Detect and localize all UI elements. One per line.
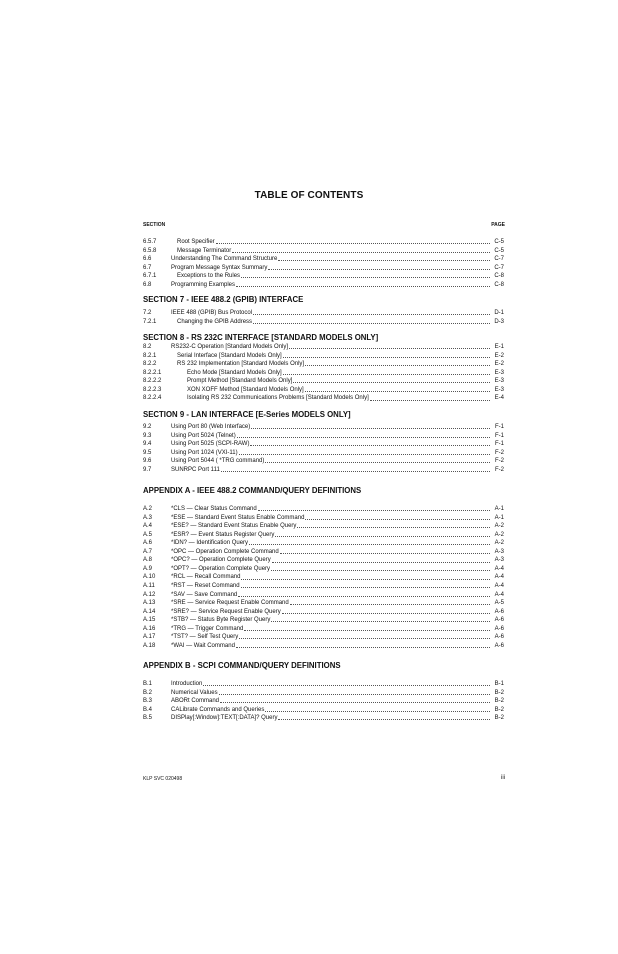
toc-entry-page: A-6 bbox=[494, 617, 504, 624]
toc-entry-title: Serial Interface [Standard Models Only] bbox=[177, 352, 282, 359]
toc-entry-number: 8.2.2 bbox=[143, 361, 157, 368]
dot-leader bbox=[370, 394, 490, 400]
toc-entry-number: B.1 bbox=[143, 681, 153, 687]
toc-entry-number: A.9 bbox=[143, 565, 153, 572]
toc-entry-title: *SRE — Service Request Enable Command bbox=[171, 600, 289, 607]
toc-entry bbox=[143, 625, 504, 634]
toc-entry-page: F-1 bbox=[495, 432, 504, 439]
section-column-header: SECTION bbox=[143, 222, 166, 228]
toc-entry-title: Numerical Values bbox=[171, 689, 218, 696]
toc-entry-page: A-6 bbox=[494, 642, 504, 649]
toc-entry-title: *ESE — Standard Event Status Enable Command bbox=[171, 514, 305, 521]
toc-entry-number: A.7 bbox=[143, 548, 153, 555]
toc-entry-title: Using Port 5024 (Telnet) bbox=[171, 432, 236, 439]
toc-entry-title: Using Port 5044 ( *TRG command) bbox=[171, 458, 265, 465]
toc-entry-title: Using Port 1024 (VXI-11) bbox=[171, 449, 238, 456]
dot-leader bbox=[272, 556, 490, 562]
toc-entry-page: F-2 bbox=[495, 458, 504, 465]
dot-leader bbox=[221, 466, 490, 472]
toc-entry-page: B-1 bbox=[494, 681, 504, 687]
toc-entry-title: *ESE? — Standard Event Status Enable Query bbox=[171, 523, 297, 530]
toc-entry-title: *CLS — Clear Status Command bbox=[171, 506, 257, 512]
dot-leader bbox=[289, 343, 490, 349]
toc-entry-number: 9.3 bbox=[143, 432, 152, 439]
toc-entry-number: A.12 bbox=[143, 591, 156, 598]
toc-entry-page: C-8 bbox=[494, 281, 504, 288]
toc-entry-page: A-4 bbox=[494, 565, 504, 572]
toc-entry-title: Changing the GPIB Address bbox=[177, 318, 253, 325]
dot-leader bbox=[278, 255, 490, 261]
toc-entry bbox=[143, 714, 504, 723]
appendix-a-heading: APPENDIX A - IEEE 488.2 COMMAND/QUERY DEFINITIONS bbox=[143, 486, 362, 495]
toc-entry bbox=[143, 318, 504, 327]
toc-entry-number: A.17 bbox=[143, 634, 156, 641]
toc-entry bbox=[143, 377, 504, 386]
toc-entry-title: RS 232 Implementation [Standard Models Only] bbox=[177, 361, 305, 368]
dot-leader bbox=[290, 599, 490, 605]
dot-leader bbox=[305, 360, 490, 366]
toc-entry-title: *WAI — Wait Command bbox=[171, 642, 235, 649]
toc-entry-number: A.3 bbox=[143, 514, 153, 521]
dot-leader bbox=[283, 352, 490, 358]
dot-leader bbox=[283, 369, 490, 375]
toc-entry bbox=[143, 573, 504, 582]
toc-entry bbox=[143, 466, 504, 475]
toc-entry bbox=[143, 423, 504, 432]
toc-entry-title: Message Terminator bbox=[177, 247, 232, 254]
dot-leader bbox=[258, 505, 490, 511]
toc-entry-title: Using Port 5025 (SCPI-RAW) bbox=[171, 441, 250, 448]
toc-entry-page: D-3 bbox=[494, 318, 504, 325]
toc-entry-page: A-2 bbox=[494, 523, 504, 530]
toc-entry-number: A.11 bbox=[143, 582, 155, 589]
toc-entry-number: 7.2.1 bbox=[143, 318, 157, 325]
toc-entry bbox=[143, 360, 504, 369]
toc-entry bbox=[143, 281, 504, 290]
toc-entry-title: Introduction bbox=[171, 681, 203, 687]
toc-entry-title: *OPC — Operation Complete Command bbox=[171, 548, 279, 555]
toc-entry-title: Prompt Method [Standard Models Only] bbox=[187, 378, 293, 385]
dot-leader bbox=[297, 522, 490, 528]
toc-entry-title: XON XOFF Method [Standard Models Only] bbox=[187, 386, 304, 393]
dot-leader bbox=[253, 309, 490, 315]
dot-leader bbox=[280, 548, 490, 554]
toc-entry-page: F-2 bbox=[495, 449, 504, 456]
dot-leader bbox=[238, 591, 490, 597]
toc-entry-number: A.16 bbox=[143, 625, 156, 632]
toc-entry-number: 8.2.2.2 bbox=[143, 378, 162, 385]
toc-entry-page: D-1 bbox=[494, 310, 504, 316]
toc-entry-number: 6.8 bbox=[143, 281, 152, 288]
toc-entry bbox=[143, 449, 504, 458]
toc-entry-page: F-2 bbox=[495, 466, 504, 473]
toc-entry-number: 6.6 bbox=[143, 256, 152, 263]
toc-entry-title: *ESR? — Event Status Register Query bbox=[171, 531, 275, 538]
toc-entry-title: DISPlay[:Window]:TEXT[:DATA]? Query bbox=[171, 715, 278, 722]
dot-leader bbox=[249, 539, 490, 545]
toc-entry-page: B-2 bbox=[494, 689, 504, 696]
dot-leader bbox=[244, 625, 490, 631]
toc-entry-number: B.2 bbox=[143, 689, 153, 696]
dot-leader bbox=[241, 573, 490, 579]
toc-entry-number: 6.5.8 bbox=[143, 247, 157, 254]
dot-leader bbox=[271, 565, 490, 571]
toc-entry bbox=[143, 369, 504, 378]
toc-entry-number: 9.5 bbox=[143, 449, 152, 456]
toc-entry-number: B.4 bbox=[143, 706, 153, 713]
dot-leader bbox=[203, 680, 490, 686]
toc-entry-page: A-6 bbox=[494, 608, 504, 615]
toc-entry bbox=[143, 394, 504, 403]
toc-entry-number: 6.5.7 bbox=[143, 239, 157, 245]
toc-entry-number: 6.7.1 bbox=[143, 273, 157, 280]
toc-entry-number: 9.4 bbox=[143, 441, 152, 448]
section7-heading: SECTION 7 - IEEE 488.2 (GPIB) INTERFACE bbox=[143, 295, 304, 304]
toc-entry-number: A.15 bbox=[143, 617, 156, 624]
toc-entry-title: *STB? — Status Byte Register Query bbox=[171, 617, 271, 624]
toc-entry-number: 8.2.2.3 bbox=[143, 386, 162, 393]
toc-entry bbox=[143, 514, 504, 523]
toc-entry bbox=[143, 582, 504, 591]
toc-entry-title: *IDN? — Identification Query bbox=[171, 540, 249, 547]
toc-entry-page: E-2 bbox=[494, 352, 504, 359]
toc-entry-page: E-3 bbox=[494, 378, 504, 385]
dot-leader bbox=[241, 582, 490, 588]
toc-entry-title: Echo Mode [Standard Models Only] bbox=[187, 369, 282, 376]
toc-entry-title: *SRE? — Service Request Enable Query bbox=[171, 608, 281, 615]
dot-leader bbox=[265, 457, 490, 463]
toc-entry-page: B-2 bbox=[494, 706, 504, 713]
toc-entry bbox=[143, 264, 504, 273]
toc-entry-page: A-1 bbox=[494, 514, 504, 521]
toc-entry-page: E-3 bbox=[494, 386, 504, 393]
toc-entry-number: A.5 bbox=[143, 531, 153, 538]
toc-entry-number: 9.2 bbox=[143, 424, 152, 430]
toc-entry-page: A-2 bbox=[494, 531, 504, 538]
dot-leader bbox=[275, 531, 490, 537]
toc-entry bbox=[143, 680, 504, 689]
toc-entry-page: A-6 bbox=[494, 634, 504, 641]
toc-entry bbox=[143, 599, 504, 608]
dot-leader bbox=[216, 238, 490, 244]
dot-leader bbox=[236, 281, 490, 287]
toc-entry bbox=[143, 633, 504, 642]
toc-entry bbox=[143, 352, 504, 361]
toc-entry-title: ABORt Command bbox=[171, 698, 220, 705]
toc-entry-title: IEEE 488 (GPIB) Bus Protocol bbox=[171, 310, 253, 316]
toc-entry-page: A-1 bbox=[494, 506, 504, 512]
toc-entry bbox=[143, 689, 504, 698]
toc-entry-number: B.5 bbox=[143, 715, 153, 722]
toc-entry-title: *RCL — Recall Command bbox=[171, 574, 241, 581]
toc-entry-title: CALibrate Commands and Queries bbox=[171, 706, 265, 713]
toc-entry-page: F-1 bbox=[495, 424, 504, 430]
dot-leader bbox=[282, 608, 490, 614]
toc-entry-page: C-5 bbox=[494, 239, 504, 245]
toc-entry-title: SUNRPC Port 111 bbox=[171, 466, 220, 473]
toc-entry-number: A.10 bbox=[143, 574, 156, 581]
toc-entry-page: E-2 bbox=[494, 361, 504, 368]
toc-entry bbox=[143, 505, 504, 514]
dot-leader bbox=[271, 616, 490, 622]
toc-entry-title: Isolating RS 232 Communications Problems [Standard Models Only] bbox=[187, 395, 369, 402]
toc-entry-title: Program Message Syntax Summary bbox=[171, 264, 268, 271]
toc-entry-title: *TRG — Trigger Command bbox=[171, 625, 244, 632]
toc-entry-page: F-1 bbox=[495, 441, 504, 448]
dot-leader bbox=[253, 318, 490, 324]
toc-entry-number: A.14 bbox=[143, 608, 156, 615]
toc-entry-title: *SAV — Save Command bbox=[171, 591, 238, 598]
dot-leader bbox=[250, 440, 490, 446]
toc-entry-title: *OPT? — Operation Complete Query bbox=[171, 565, 271, 572]
dot-leader bbox=[239, 633, 490, 639]
toc-entry-title: Root Specifier bbox=[177, 239, 215, 245]
toc-entry bbox=[143, 539, 504, 548]
toc-entry bbox=[143, 565, 504, 574]
toc-entry bbox=[143, 440, 504, 449]
toc-entry-page: C-7 bbox=[494, 256, 504, 263]
dot-leader bbox=[241, 272, 490, 278]
dot-leader bbox=[293, 377, 490, 383]
dot-leader bbox=[265, 706, 490, 712]
section8-heading: SECTION 8 - RS 232C INTERFACE [STANDARD MODELS ONLY] bbox=[143, 333, 379, 342]
toc-entry bbox=[143, 432, 504, 441]
toc-entry-page: A-2 bbox=[494, 540, 504, 547]
toc-entry-page: E-3 bbox=[494, 369, 504, 376]
toc-entry bbox=[143, 548, 504, 557]
toc-entry-page: A-4 bbox=[494, 574, 504, 581]
toc-entry bbox=[143, 522, 504, 531]
dot-leader bbox=[305, 386, 490, 392]
toc-entry-title: Programming Examples bbox=[171, 281, 236, 288]
toc-entry-page: C-5 bbox=[494, 247, 504, 254]
toc-entry-page: E-4 bbox=[494, 395, 504, 402]
toc-entry bbox=[143, 591, 504, 600]
toc-entry bbox=[143, 272, 504, 281]
toc-entry bbox=[143, 255, 504, 264]
dot-leader bbox=[236, 642, 490, 648]
dot-leader bbox=[278, 714, 490, 720]
toc-entry-number: A.18 bbox=[143, 642, 156, 649]
toc-entry bbox=[143, 247, 504, 256]
dot-leader bbox=[251, 423, 490, 429]
dot-leader bbox=[232, 247, 490, 253]
toc-entry bbox=[143, 706, 504, 715]
toc-entry-title: Using Port 80 (Web Interface) bbox=[171, 424, 251, 430]
footer-page-number: iii bbox=[501, 775, 505, 781]
toc-entry-title: *RST — Reset Command bbox=[171, 582, 240, 589]
appendix-b-heading: APPENDIX B - SCPI COMMAND/QUERY DEFINITIONS bbox=[143, 661, 341, 670]
toc-entry bbox=[143, 309, 504, 318]
toc-entry-page: A-3 bbox=[494, 548, 504, 555]
toc-entry-page: A-6 bbox=[494, 625, 504, 632]
toc-entry bbox=[143, 616, 504, 625]
page-title: TABLE OF CONTENTS bbox=[254, 190, 364, 201]
toc-entry bbox=[143, 697, 504, 706]
toc-entry-number: B.3 bbox=[143, 698, 153, 705]
toc-entry-title: RS232-C Operation [Standard Models Only] bbox=[171, 344, 289, 350]
toc-entry-page: A-3 bbox=[494, 557, 504, 564]
page-column-header: PAGE bbox=[491, 222, 505, 228]
toc-entry-number: 8.2.2.4 bbox=[143, 395, 162, 402]
toc-entry-title: Understanding The Command Structure bbox=[171, 256, 278, 263]
section9-heading: SECTION 9 - LAN INTERFACE [E-Series MODELS ONLY] bbox=[143, 410, 351, 419]
toc-entry-number: 8.2.2.1 bbox=[143, 369, 162, 376]
toc-entry-number: 9.7 bbox=[143, 466, 152, 473]
toc-entry-title: *OPC? — Operation Complete Query bbox=[171, 557, 271, 564]
toc-entry-number: A.4 bbox=[143, 523, 153, 530]
toc-entry-page: E-1 bbox=[494, 344, 504, 350]
dot-leader bbox=[237, 432, 490, 438]
toc-entry-number: A.6 bbox=[143, 540, 153, 547]
toc-entry bbox=[143, 457, 504, 466]
toc-entry-title: *TST? — Self Test Query bbox=[171, 634, 239, 641]
dot-leader bbox=[268, 264, 490, 270]
toc-entry-number: A.8 bbox=[143, 557, 153, 564]
toc-entry bbox=[143, 238, 504, 247]
toc-entry bbox=[143, 608, 504, 617]
dot-leader bbox=[220, 697, 490, 703]
toc-entry bbox=[143, 386, 504, 395]
toc-entry bbox=[143, 556, 504, 565]
dot-leader bbox=[219, 689, 490, 695]
toc-entry-number: 9.6 bbox=[143, 458, 152, 465]
toc-entry-number: 7.2 bbox=[143, 310, 152, 316]
toc-entry-number: A.13 bbox=[143, 600, 156, 607]
toc-entry-page: B-2 bbox=[494, 715, 504, 722]
toc-entry-page: C-7 bbox=[494, 264, 504, 271]
toc-entry-number: 8.2 bbox=[143, 344, 152, 350]
footer-doc-id: KLP SVC 020498 bbox=[143, 776, 183, 782]
toc-entry-page: A-4 bbox=[494, 591, 504, 598]
toc-entry-page: C-8 bbox=[494, 273, 504, 280]
dot-leader bbox=[239, 449, 490, 455]
toc-entry-number: A.2 bbox=[143, 506, 153, 512]
toc-entry-number: 6.7 bbox=[143, 264, 152, 271]
toc-entry bbox=[143, 531, 504, 540]
toc-entry-number: 8.2.1 bbox=[143, 352, 157, 359]
toc-entry-page: B-2 bbox=[494, 698, 504, 705]
dot-leader bbox=[305, 514, 490, 520]
toc-entry-title: Exceptions to the Rules bbox=[177, 273, 241, 280]
toc-entry bbox=[143, 642, 504, 651]
toc-entry-page: A-4 bbox=[494, 582, 504, 589]
toc-entry bbox=[143, 343, 504, 352]
toc-entry-page: A-5 bbox=[494, 600, 504, 607]
